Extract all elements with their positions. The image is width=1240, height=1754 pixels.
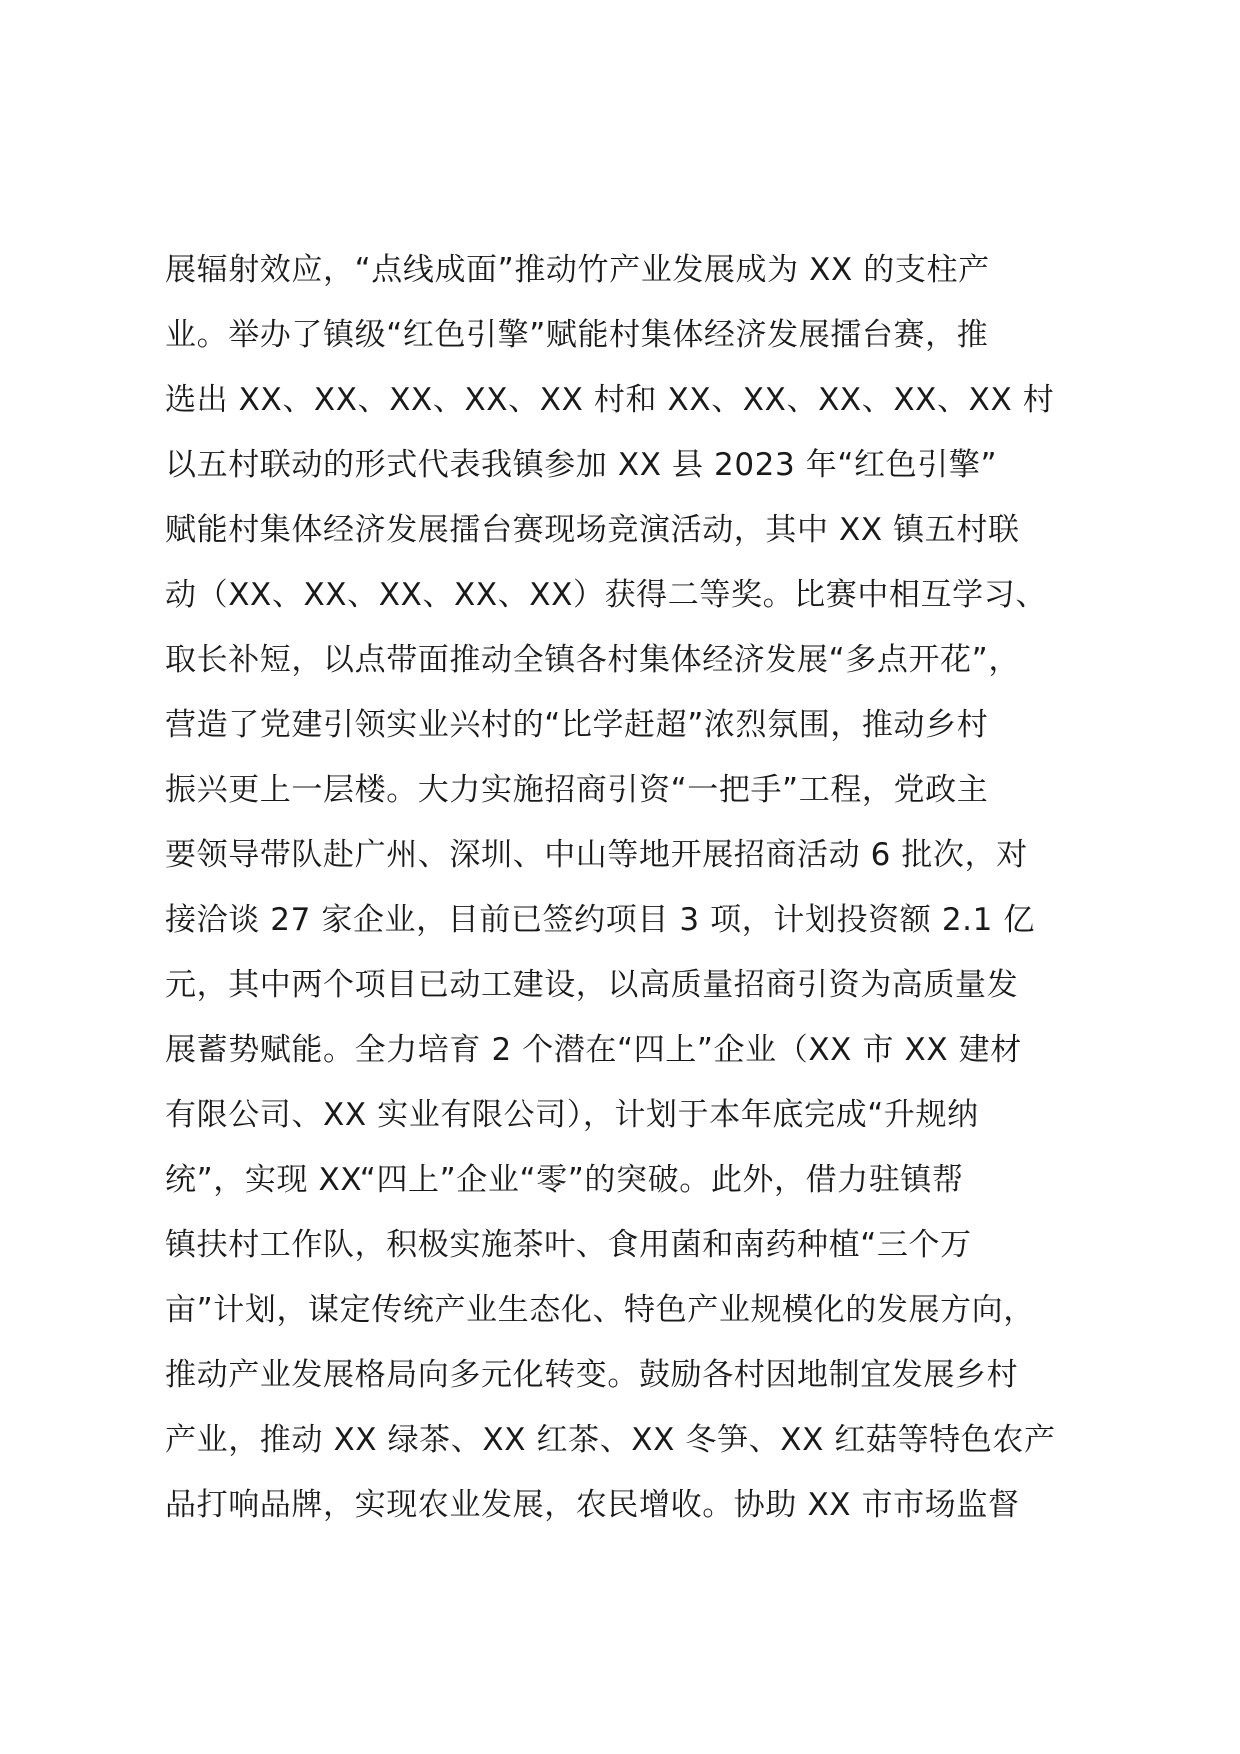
text-line: 品打响品牌，实现农业发展，农民增收。协助 XX 市市场监督 xyxy=(165,1487,1020,1523)
text-line: 亩”计划，谋定传统产业生态化、特色产业规模化的发展方向， xyxy=(165,1292,1035,1328)
text-line: 赋能村集体经济发展擂台赛现场竞演活动，其中 XX 镇五村联 xyxy=(165,512,1020,548)
text-line: 以五村联动的形式代表我镇参加 XX 县 2023 年“红色引擎” xyxy=(165,447,998,483)
text-line: 有限公司、XX 实业有限公司），计划于本年底完成“升规纳 xyxy=(165,1097,979,1133)
text-line: 要领导带队赴广州、深圳、中山等地开展招商活动 6 批次，对 xyxy=(165,837,1028,873)
text-line: 取长补短，以点带面推动全镇各村集体经济发展“多点开花”， xyxy=(165,642,1020,678)
text-line: 营造了党建引领实业兴村的“比学赶超”浓烈氛围，推动乡村 xyxy=(165,707,989,743)
text-line: 元，其中两个项目已动工建设，以高质量招商引资为高质量发 xyxy=(165,967,1019,1003)
text-line: 动（XX、XX、XX、XX、XX）获得二等奖。比赛中相互学习、 xyxy=(165,577,1047,613)
text-line: 推动产业发展格局向多元化转变。鼓励各村因地制宜发展乡村 xyxy=(165,1357,1019,1393)
text-line: 接洽谈 27 家企业，目前已签约项目 3 项，计划投资额 2.1 亿 xyxy=(165,902,1035,938)
body-text xyxy=(165,238,1105,1538)
text-line: 展辐射效应，“点线成面”推动竹产业发展成为 XX 的支柱产 xyxy=(165,252,990,288)
text-line: 产业，推动 XX 绿茶、XX 红茶、XX 冬笋、XX 红菇等特色农产 xyxy=(165,1422,1056,1458)
text-line: 统”，实现 XX“四上”企业“零”的突破。此外，借力驻镇帮 xyxy=(165,1162,964,1198)
text-line: 镇扶村工作队，积极实施茶叶、食用菌和南药种植“三个万 xyxy=(165,1227,972,1263)
text-line: 展蓄势赋能。全力培育 2 个潜在“四上”企业（XX 市 XX 建材 xyxy=(165,1032,1022,1068)
text-line: 业。举办了镇级“红色引擎”赋能村集体经济发展擂台赛，推 xyxy=(165,317,989,353)
text-line: 选出 XX、XX、XX、XX、XX 村和 XX、XX、XX、XX、XX 村 xyxy=(165,382,1055,418)
text-line: 振兴更上一层楼。大力实施招商引资“一把手”工程，党政主 xyxy=(165,772,989,808)
